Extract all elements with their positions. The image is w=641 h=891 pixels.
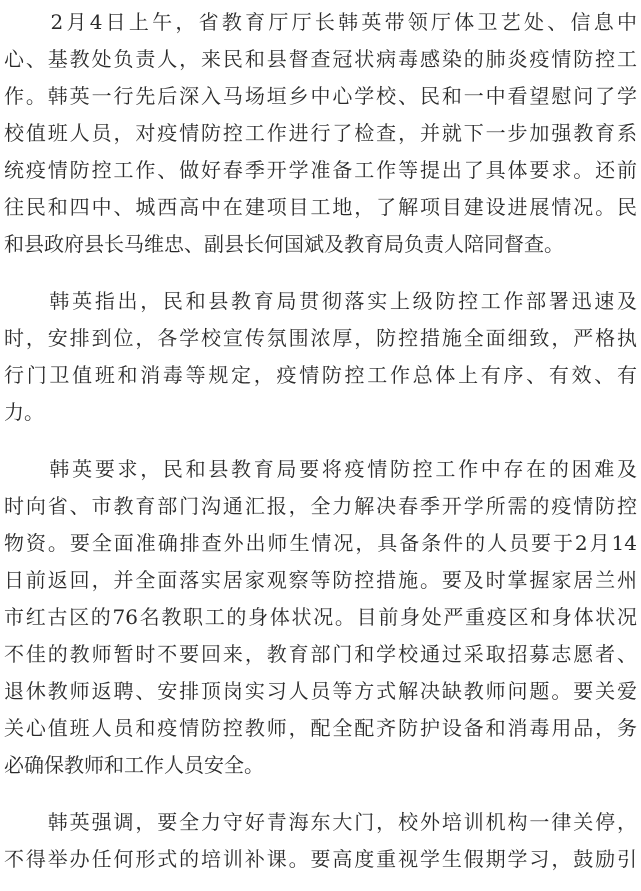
paragraph-gap: [4, 784, 637, 804]
text-line: 日前返回，并全面落实居家观察等防控措施。要及时掌握家居兰州: [4, 568, 637, 592]
text-line: 物资。要全面准确排查外出师生情况，具备条件的人员要于2月14: [4, 531, 637, 555]
paragraph-gap: [4, 431, 637, 451]
text-line: 校值班人员，对疫情防控工作进行了检查，并就下一步加强教育系: [4, 121, 637, 145]
paragraph-requirements: [4, 451, 637, 784]
text-line: 关心值班人员和疫情防控教师，配全配齐防护设备和消毒用品，务: [4, 716, 637, 740]
text-line: 2月4日上午，省教育厅厅长韩英带领厅体卫艺处、信息中: [4, 10, 637, 34]
text-line: 不佳的教师暂时不要回来，教育部门和学校通过采取招募志愿者、: [4, 642, 637, 666]
text-line: 往民和四中、城西高中在建项目工地，了解项目建设进展情况。民: [4, 195, 637, 219]
text-line: 行门卫值班和消毒等规定，疫情防控工作总体上有序、有效、有: [4, 363, 637, 387]
text-line: 市红古区的76名教职工的身体状况。目前身处严重疫区和身体状况: [4, 605, 637, 629]
text-line: 必确保教师和工作人员安全。: [4, 753, 264, 777]
paragraph-emphasis: [4, 804, 637, 878]
text-line: 统疫情防控工作、做好春季开学准备工作等提出了具体要求。还前: [4, 158, 637, 182]
text-line: 和县政府县长马维忠、副县长何国斌及教育局负责人陪同督查。: [4, 232, 564, 256]
paragraph-pointed-out: [4, 283, 637, 431]
paragraph-inspection: [4, 4, 637, 263]
text-line: 时，安排到位，各学校宣传氛围浓厚，防控措施全面细致，严格执: [4, 326, 637, 350]
text-line: 韩英指出，民和县教育局贯彻落实上级防控工作部署迅速及: [4, 289, 637, 313]
text-line: 韩英强调，要全力守好青海东大门，校外培训机构一律关停，: [4, 810, 637, 834]
text-line: 退休教师返聘、安排顶岗实习人员等方式解决缺教师问题。要关爱: [4, 679, 637, 703]
text-line: 时向省、市教育部门沟通汇报，全力解决春季开学所需的疫情防控: [4, 494, 637, 518]
text-line: 不得举办任何形式的培训补课。要高度重视学生假期学习，鼓励引: [4, 847, 637, 871]
text-line: 力。: [4, 400, 44, 424]
text-line: 韩英要求，民和县教育局要将疫情防控工作中存在的困难及: [4, 457, 637, 481]
news-article: [4, 4, 637, 878]
text-line: 作。韩英一行先后深入马场垣乡中心学校、民和一中看望慰问了学: [4, 84, 637, 108]
text-line: 心、基教处负责人，来民和县督查冠状病毒感染的肺炎疫情防控工: [4, 47, 637, 71]
paragraph-gap: [4, 263, 637, 283]
